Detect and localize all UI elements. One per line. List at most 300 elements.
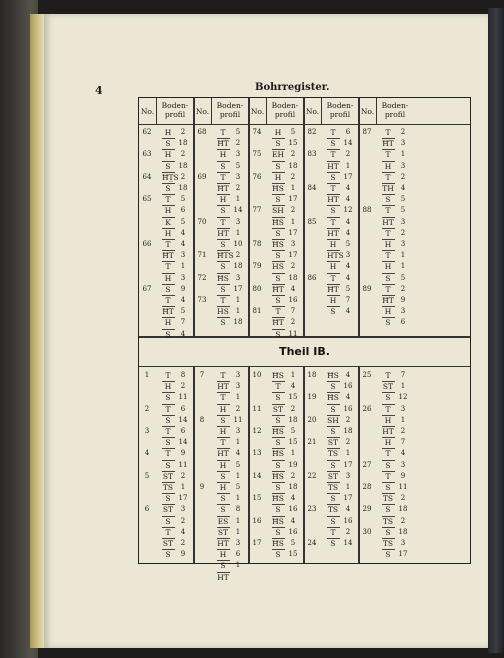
soil-layer-symbol: T bbox=[385, 449, 391, 459]
soil-layer-depth: 7 bbox=[345, 296, 351, 304]
soil-layer-symbol: S bbox=[165, 329, 171, 339]
bore-number: 77 bbox=[252, 206, 262, 215]
soil-layer-depth: 1 bbox=[235, 296, 241, 304]
bore-number: 64 bbox=[142, 172, 152, 181]
soil-layer-depth: 4 bbox=[400, 449, 406, 458]
bore-number: 24 bbox=[307, 539, 317, 547]
soil-layer-symbol: H bbox=[219, 427, 227, 436]
header-no: No. bbox=[305, 107, 320, 116]
bore-number: 73 bbox=[197, 296, 207, 304]
soil-layer-depth: 16 bbox=[288, 296, 298, 304]
soil-layer-depth: 2 bbox=[400, 516, 406, 525]
bore-number: 4 bbox=[144, 449, 150, 458]
soil-layer-depth: 7 bbox=[290, 307, 296, 316]
soil-layer-symbol: TS bbox=[327, 483, 339, 492]
soil-layer-symbol: HT bbox=[217, 228, 229, 238]
running-head: Bohrregister. bbox=[255, 82, 330, 93]
soil-layer-depth: 16 bbox=[288, 505, 298, 514]
soil-layer-depth: 3 bbox=[400, 217, 406, 226]
soil-layer-symbol: S bbox=[165, 550, 171, 560]
soil-layer-depth: 1 bbox=[400, 150, 406, 159]
soil-layer-symbol: H bbox=[219, 404, 227, 414]
soil-layer-depth: 2 bbox=[345, 415, 351, 424]
soil-layer-symbol: H bbox=[384, 415, 392, 425]
soil-layer-symbol: T bbox=[330, 273, 336, 283]
soil-layer-depth: 6 bbox=[180, 427, 186, 435]
soil-layer-depth: 5 bbox=[290, 427, 296, 435]
soil-layer-symbol: S bbox=[275, 161, 281, 171]
soil-layer-depth: 14 bbox=[233, 206, 243, 215]
soil-layer-symbol: S bbox=[330, 139, 336, 149]
soil-layer-symbol: T bbox=[385, 251, 391, 261]
soil-layer-depth: 2 bbox=[235, 404, 241, 413]
header-no: No. bbox=[250, 107, 265, 116]
soil-layer-depth: 12 bbox=[343, 206, 353, 215]
soil-layer-depth: 4 bbox=[290, 284, 296, 293]
soil-layer-symbol: T bbox=[165, 404, 171, 414]
soil-layer-depth: 3 bbox=[180, 251, 186, 260]
soil-layer-depth: 18 bbox=[178, 161, 188, 170]
soil-layer-depth: 4 bbox=[345, 371, 351, 379]
soil-layer-symbol: ĦT bbox=[382, 296, 394, 305]
soil-layer-symbol: S bbox=[165, 284, 171, 294]
soil-layer-depth: 5 bbox=[290, 539, 296, 547]
soil-layer-depth: 2 bbox=[400, 284, 406, 293]
bore-number: 70 bbox=[197, 217, 207, 226]
group-divider bbox=[193, 366, 195, 563]
soil-layer-depth: 4 bbox=[345, 393, 351, 402]
soil-layer-depth: 12 bbox=[398, 393, 408, 402]
soil-layer-depth: 2 bbox=[290, 262, 296, 271]
soil-layer-symbol: K bbox=[165, 217, 171, 227]
soil-layer-depth: 5 bbox=[400, 206, 406, 215]
bore-number: 63 bbox=[142, 150, 152, 159]
soil-layer-depth: 2 bbox=[180, 516, 186, 525]
soil-layer-depth: 2 bbox=[180, 150, 186, 159]
bore-number: 82 bbox=[307, 128, 317, 136]
soil-layer-depth: 6 bbox=[235, 550, 241, 559]
soil-layer-symbol: H bbox=[164, 382, 172, 392]
soil-layer-depth: 4 bbox=[345, 195, 351, 204]
soil-layer-symbol: T bbox=[165, 449, 171, 459]
bore-number: 7 bbox=[199, 371, 205, 379]
soil-layer-depth: 3 bbox=[235, 273, 241, 282]
soil-layer-symbol: HTS bbox=[327, 251, 344, 261]
soil-layer-symbol: H bbox=[219, 150, 227, 160]
soil-layer-depth: 1 bbox=[400, 262, 406, 271]
soil-layer-depth: 1 bbox=[235, 494, 241, 503]
header-rule bbox=[139, 124, 470, 125]
soil-layer-depth: 4 bbox=[345, 184, 351, 192]
soil-layer-symbol: S bbox=[385, 505, 391, 515]
soil-layer-depth: 11 bbox=[288, 329, 298, 338]
soil-layer-symbol: S bbox=[330, 382, 336, 392]
soil-layer-symbol: S bbox=[330, 404, 336, 414]
soil-layer-depth: 1 bbox=[290, 371, 296, 379]
soil-layer-symbol: T bbox=[165, 240, 171, 249]
soil-layer-depth: 2 bbox=[290, 206, 296, 215]
soil-layer-symbol: H bbox=[164, 273, 172, 283]
soil-layer-symbol: HT bbox=[327, 161, 339, 171]
soil-layer-symbol: ĦS bbox=[272, 240, 284, 249]
soil-layer-symbol: S bbox=[385, 195, 391, 205]
soil-layer-symbol: T bbox=[385, 228, 391, 238]
bore-number: 26 bbox=[362, 404, 372, 413]
soil-layer-symbol: H bbox=[329, 240, 337, 249]
soil-layer-symbol: T bbox=[165, 527, 171, 537]
soil-layer-symbol: ĦT̲S bbox=[162, 172, 179, 182]
soil-layer-depth: 6 bbox=[180, 404, 186, 413]
bore-number: 20 bbox=[307, 415, 317, 424]
soil-layer-symbol: S bbox=[275, 415, 281, 425]
soil-layer-depth: 18 bbox=[178, 184, 188, 192]
soil-layer-symbol: S bbox=[385, 550, 391, 560]
soil-layer-depth: 2 bbox=[345, 527, 351, 536]
soil-layer-depth: 4 bbox=[235, 449, 241, 458]
soil-layer-depth: 7 bbox=[180, 318, 186, 327]
soil-layer-depth: 2 bbox=[290, 172, 296, 181]
soil-layer-depth: 1 bbox=[290, 217, 296, 226]
soil-layer-depth: 1 bbox=[180, 262, 186, 271]
soil-layer-depth: 3 bbox=[235, 217, 241, 226]
soil-layer-symbol: S bbox=[220, 494, 226, 504]
soil-layer-symbol: H bbox=[219, 550, 227, 560]
soil-layer-symbol: T bbox=[385, 172, 391, 182]
soil-layer-depth: 2 bbox=[180, 172, 186, 181]
soil-layer-symbol: T bbox=[275, 382, 281, 392]
soil-layer-symbol: ĦS bbox=[327, 371, 339, 380]
bore-number: 80 bbox=[252, 284, 262, 293]
soil-layer-depth: 2 bbox=[180, 382, 186, 391]
group-divider bbox=[248, 366, 250, 563]
soil-layer-depth: 5 bbox=[235, 483, 241, 491]
soil-layer-depth: 1 bbox=[400, 415, 406, 424]
soil-layer-depth: 4 bbox=[180, 296, 186, 304]
soil-layer-depth: 16 bbox=[343, 404, 353, 413]
soil-layer-symbol: H bbox=[219, 460, 227, 470]
header-no: No. bbox=[140, 107, 155, 116]
soil-layer-depth: 16 bbox=[288, 527, 298, 536]
soil-layer-symbol: SH bbox=[327, 415, 339, 425]
soil-layer-symbol: S bbox=[165, 516, 171, 526]
soil-layer-symbol: H bbox=[219, 483, 227, 492]
soil-layer-symbol: ĦS bbox=[272, 449, 284, 459]
soil-layer-depth: 11 bbox=[233, 415, 243, 424]
header-no: No. bbox=[360, 107, 375, 116]
soil-layer-depth: 4 bbox=[290, 494, 296, 503]
soil-layer-symbol: HT bbox=[327, 195, 339, 205]
soil-layer-depth: 6 bbox=[400, 318, 406, 327]
bore-number: 25 bbox=[362, 371, 372, 379]
soil-layer-symbol: HS bbox=[217, 307, 229, 317]
bore-number: 85 bbox=[307, 217, 317, 226]
soil-layer-symbol: HT bbox=[327, 228, 339, 238]
bore-number: 81 bbox=[252, 307, 262, 316]
soil-layer-depth: 16 bbox=[343, 516, 353, 525]
bore-number: 27 bbox=[362, 460, 372, 469]
soil-layer-symbol: H bbox=[164, 318, 172, 328]
soil-layer-depth: 3 bbox=[345, 251, 351, 260]
soil-layer-symbol: S bbox=[275, 438, 281, 448]
soil-layer-depth: 2 bbox=[180, 128, 186, 136]
soil-layer-symbol: ĦT bbox=[272, 318, 284, 328]
soil-layer-symbol: ĦS bbox=[272, 471, 284, 481]
soil-layer-depth: 18 bbox=[288, 483, 298, 491]
soil-layer-symbol: H bbox=[384, 307, 392, 317]
bore-number: 84 bbox=[307, 184, 317, 192]
soil-layer-symbol: S bbox=[165, 393, 171, 403]
soil-layer-depth: 4 bbox=[345, 307, 351, 316]
bore-number: 72 bbox=[197, 273, 207, 282]
bore-number: 1 bbox=[144, 371, 150, 379]
soil-layer-symbol: ST bbox=[382, 382, 394, 392]
soil-layer-symbol: H bbox=[384, 161, 392, 171]
soil-layer-symbol: T bbox=[330, 217, 336, 227]
soil-layer-symbol: T bbox=[165, 262, 171, 272]
soil-layer-depth: 2 bbox=[400, 427, 406, 435]
soil-layer-symbol: ĦT bbox=[162, 251, 174, 261]
bore-number: 10 bbox=[252, 371, 262, 379]
soil-layer-symbol: S bbox=[275, 550, 281, 560]
soil-layer-depth: 7 bbox=[400, 371, 406, 379]
section-rule-bottom bbox=[139, 366, 470, 367]
soil-layer-symbol: S bbox=[165, 184, 171, 193]
soil-layer-depth: 5 bbox=[235, 460, 241, 469]
soil-layer-symbol: S bbox=[330, 494, 336, 504]
soil-layer-symbol: HT bbox=[382, 217, 394, 227]
bore-number: 30 bbox=[362, 527, 372, 536]
bore-number: 3 bbox=[144, 427, 150, 435]
soil-layer-symbol: T bbox=[220, 217, 226, 227]
soil-layer-symbol: S bbox=[330, 460, 336, 470]
soil-layer-symbol: T bbox=[165, 371, 171, 380]
soil-layer-depth: 17 bbox=[233, 284, 243, 293]
soil-layer-symbol: HT bbox=[382, 427, 394, 436]
soil-layer-depth: 2 bbox=[400, 172, 406, 181]
soil-layer-symbol: S bbox=[385, 393, 391, 403]
header-profile: Boden- profil bbox=[271, 101, 299, 119]
soil-layer-symbol: T bbox=[165, 195, 171, 205]
soil-layer-symbol: ES bbox=[217, 516, 229, 526]
soil-layer-depth: 2 bbox=[235, 251, 241, 260]
soil-layer-symbol: T bbox=[220, 371, 226, 380]
soil-layer-symbol: TS bbox=[382, 494, 394, 504]
soil-layer-symbol: ST bbox=[217, 527, 229, 537]
soil-layer-depth: 9 bbox=[180, 550, 186, 559]
soil-layer-depth: 10 bbox=[233, 240, 243, 248]
soil-layer-depth: 3 bbox=[400, 161, 406, 170]
soil-layer-depth: 5 bbox=[400, 273, 406, 282]
soil-layer-depth: 1 bbox=[180, 483, 186, 491]
soil-layer-symbol: TS bbox=[327, 449, 339, 459]
soil-layer-depth: 2 bbox=[290, 150, 296, 159]
soil-layer-symbol: S bbox=[385, 483, 391, 492]
soil-layer-depth: 2 bbox=[400, 228, 406, 237]
soil-layer-symbol: TS bbox=[162, 483, 174, 492]
soil-layer-depth: 2 bbox=[400, 128, 406, 136]
bore-number: 6 bbox=[144, 505, 150, 514]
soil-layer-depth: 2 bbox=[345, 150, 351, 159]
soil-layer-depth: 4 bbox=[180, 329, 186, 338]
soil-layer-symbol: H bbox=[384, 262, 392, 272]
soil-layer-depth: 6 bbox=[345, 128, 351, 136]
soil-layer-symbol: H bbox=[329, 296, 337, 305]
soil-layer-depth: 1 bbox=[400, 251, 406, 260]
bore-number: 74 bbox=[252, 128, 262, 136]
soil-layer-depth: 1 bbox=[290, 449, 296, 458]
soil-layer-symbol: HT bbox=[217, 539, 229, 548]
soil-layer-symbol: S bbox=[330, 427, 336, 436]
soil-layer-symbol: H bbox=[164, 228, 172, 238]
soil-layer-depth: 4 bbox=[180, 228, 186, 237]
soil-layer-depth: 1 bbox=[235, 471, 241, 480]
soil-layer-depth: 11 bbox=[178, 460, 188, 469]
soil-layer-depth: 5 bbox=[180, 217, 186, 226]
soil-layer-depth: 4 bbox=[345, 505, 351, 514]
soil-layer-depth: 15 bbox=[288, 550, 298, 559]
soil-layer-symbol: S bbox=[275, 228, 281, 238]
soil-layer-symbol: ĦT bbox=[327, 284, 339, 294]
soil-layer-symbol: S bbox=[275, 460, 281, 470]
soil-layer-depth: 14 bbox=[343, 139, 353, 148]
soil-layer-symbol: S bbox=[330, 539, 336, 548]
bore-number: 12 bbox=[252, 427, 262, 435]
soil-layer-symbol: T bbox=[385, 128, 391, 137]
soil-layer-depth: 2 bbox=[290, 318, 296, 327]
soil-layer-depth: 17 bbox=[288, 251, 298, 260]
soil-layer-symbol: ĦS bbox=[217, 273, 229, 283]
soil-layer-symbol: ST bbox=[327, 471, 339, 481]
soil-layer-symbol: H bbox=[384, 438, 392, 448]
soil-layer-symbol: S bbox=[165, 415, 171, 425]
bore-number: 16 bbox=[252, 516, 262, 525]
soil-layer-symbol: H bbox=[164, 150, 172, 160]
soil-layer-depth: 3 bbox=[235, 427, 241, 435]
soil-layer-depth: 17 bbox=[288, 228, 298, 237]
soil-layer-symbol: ĦS bbox=[327, 393, 339, 403]
soil-layer-symbol: S bbox=[275, 527, 281, 537]
soil-layer-symbol: T bbox=[385, 371, 391, 380]
soil-layer-depth: 9 bbox=[180, 284, 186, 293]
soil-layer-symbol: S bbox=[220, 240, 226, 249]
soil-layer-depth: 3 bbox=[180, 505, 186, 514]
soil-layer-symbol: ĦT bbox=[272, 284, 284, 294]
soil-layer-depth: 2 bbox=[180, 539, 186, 547]
soil-layer-depth: 5 bbox=[235, 128, 241, 136]
soil-layer-depth: 5 bbox=[345, 240, 351, 248]
bore-number: 66 bbox=[142, 240, 152, 248]
soil-layer-symbol: S bbox=[165, 494, 171, 504]
soil-layer-depth: 3 bbox=[290, 240, 296, 248]
soil-layer-symbol: EH bbox=[272, 150, 285, 160]
soil-layer-depth: 15 bbox=[288, 393, 298, 402]
soil-layer-depth: 4 bbox=[180, 527, 186, 536]
bore-number: 86 bbox=[307, 273, 317, 282]
soil-layer-depth: 1 bbox=[400, 382, 406, 391]
bore-number: 68 bbox=[197, 128, 207, 136]
soil-layer-depth: 5 bbox=[345, 284, 351, 293]
bore-number: 14 bbox=[252, 471, 262, 480]
soil-layer-depth: 2 bbox=[235, 139, 241, 148]
soil-layer-depth: 15 bbox=[288, 438, 298, 447]
soil-layer-symbol: ST bbox=[272, 404, 284, 414]
soil-layer-symbol: T bbox=[165, 296, 171, 305]
soil-layer-symbol: T bbox=[385, 284, 391, 294]
soil-layer-depth: 9 bbox=[400, 471, 406, 480]
soil-layer-symbol: H bbox=[384, 240, 392, 249]
soil-layer-symbol: T bbox=[330, 184, 336, 193]
soil-layer-symbol: TS bbox=[382, 539, 394, 548]
soil-layer-symbol: ĦS bbox=[272, 184, 284, 193]
soil-layer-symbol: S bbox=[330, 172, 336, 182]
bore-number: 13 bbox=[252, 449, 262, 458]
soil-layer-symbol: T bbox=[385, 404, 391, 414]
header-profile: Boden- profil bbox=[381, 101, 409, 119]
soil-layer-depth: 1 bbox=[235, 516, 241, 525]
soil-layer-symbol: S bbox=[220, 505, 226, 515]
soil-layer-depth: 3 bbox=[400, 539, 406, 547]
soil-layer-symbol: T bbox=[165, 427, 171, 436]
soil-layer-depth: 3 bbox=[400, 460, 406, 469]
soil-layer-depth: 1 bbox=[235, 393, 241, 402]
soil-layer-depth: 4 bbox=[180, 240, 186, 248]
soil-layer-depth: 2 bbox=[400, 494, 406, 503]
bore-number: 2 bbox=[144, 404, 150, 413]
soil-layer-symbol: H bbox=[329, 262, 337, 272]
bore-number: 19 bbox=[307, 393, 317, 402]
soil-layer-depth: 11 bbox=[178, 393, 188, 402]
bore-number: 18 bbox=[307, 371, 317, 379]
page-number: 4 bbox=[95, 84, 103, 97]
soil-layer-depth: 17 bbox=[178, 494, 188, 503]
soil-layer-depth: 2 bbox=[290, 404, 296, 413]
bore-register-table bbox=[138, 97, 471, 582]
soil-layer-depth: 1 bbox=[345, 483, 351, 491]
soil-layer-symbol: T bbox=[220, 438, 226, 448]
soil-layer-symbol: ST bbox=[327, 438, 339, 448]
soil-layer-symbol: S bbox=[385, 460, 391, 470]
bore-number: 17 bbox=[252, 539, 262, 547]
bore-number: 87 bbox=[362, 128, 372, 136]
soil-layer-symbol: H bbox=[274, 172, 282, 182]
soil-layer-symbol: ĦTS bbox=[217, 251, 234, 261]
soil-layer-symbol: T bbox=[275, 307, 281, 317]
soil-layer-depth: 2 bbox=[345, 438, 351, 447]
soil-layer-depth: 18 bbox=[233, 318, 243, 327]
bore-number: 69 bbox=[197, 172, 207, 181]
bore-number: 83 bbox=[307, 150, 317, 159]
soil-layer-symbol: S bbox=[275, 296, 281, 305]
soil-layer-depth: 17 bbox=[343, 460, 353, 469]
soil-layer-symbol: T bbox=[330, 527, 336, 537]
soil-layer-depth: 18 bbox=[398, 505, 408, 514]
soil-layer-depth: 1 bbox=[235, 438, 241, 447]
soil-layer-symbol: S bbox=[275, 329, 281, 339]
soil-layer-symbol: ĦS bbox=[272, 371, 284, 380]
soil-layer-symbol: ĦS bbox=[272, 217, 284, 227]
soil-layer-depth: 1 bbox=[345, 161, 351, 170]
bore-number: 88 bbox=[362, 206, 372, 215]
soil-layer-symbol: ĦT bbox=[217, 139, 229, 149]
header-profile: Boden- profil bbox=[161, 101, 189, 119]
bore-number: 5 bbox=[144, 471, 150, 480]
header-no: No. bbox=[195, 107, 210, 116]
soil-layer-symbol: S bbox=[330, 307, 336, 317]
soil-layer-symbol: ST bbox=[162, 539, 174, 548]
bore-number: 29 bbox=[362, 505, 372, 514]
right-background bbox=[488, 8, 504, 653]
soil-layer-symbol: T bbox=[220, 172, 226, 182]
